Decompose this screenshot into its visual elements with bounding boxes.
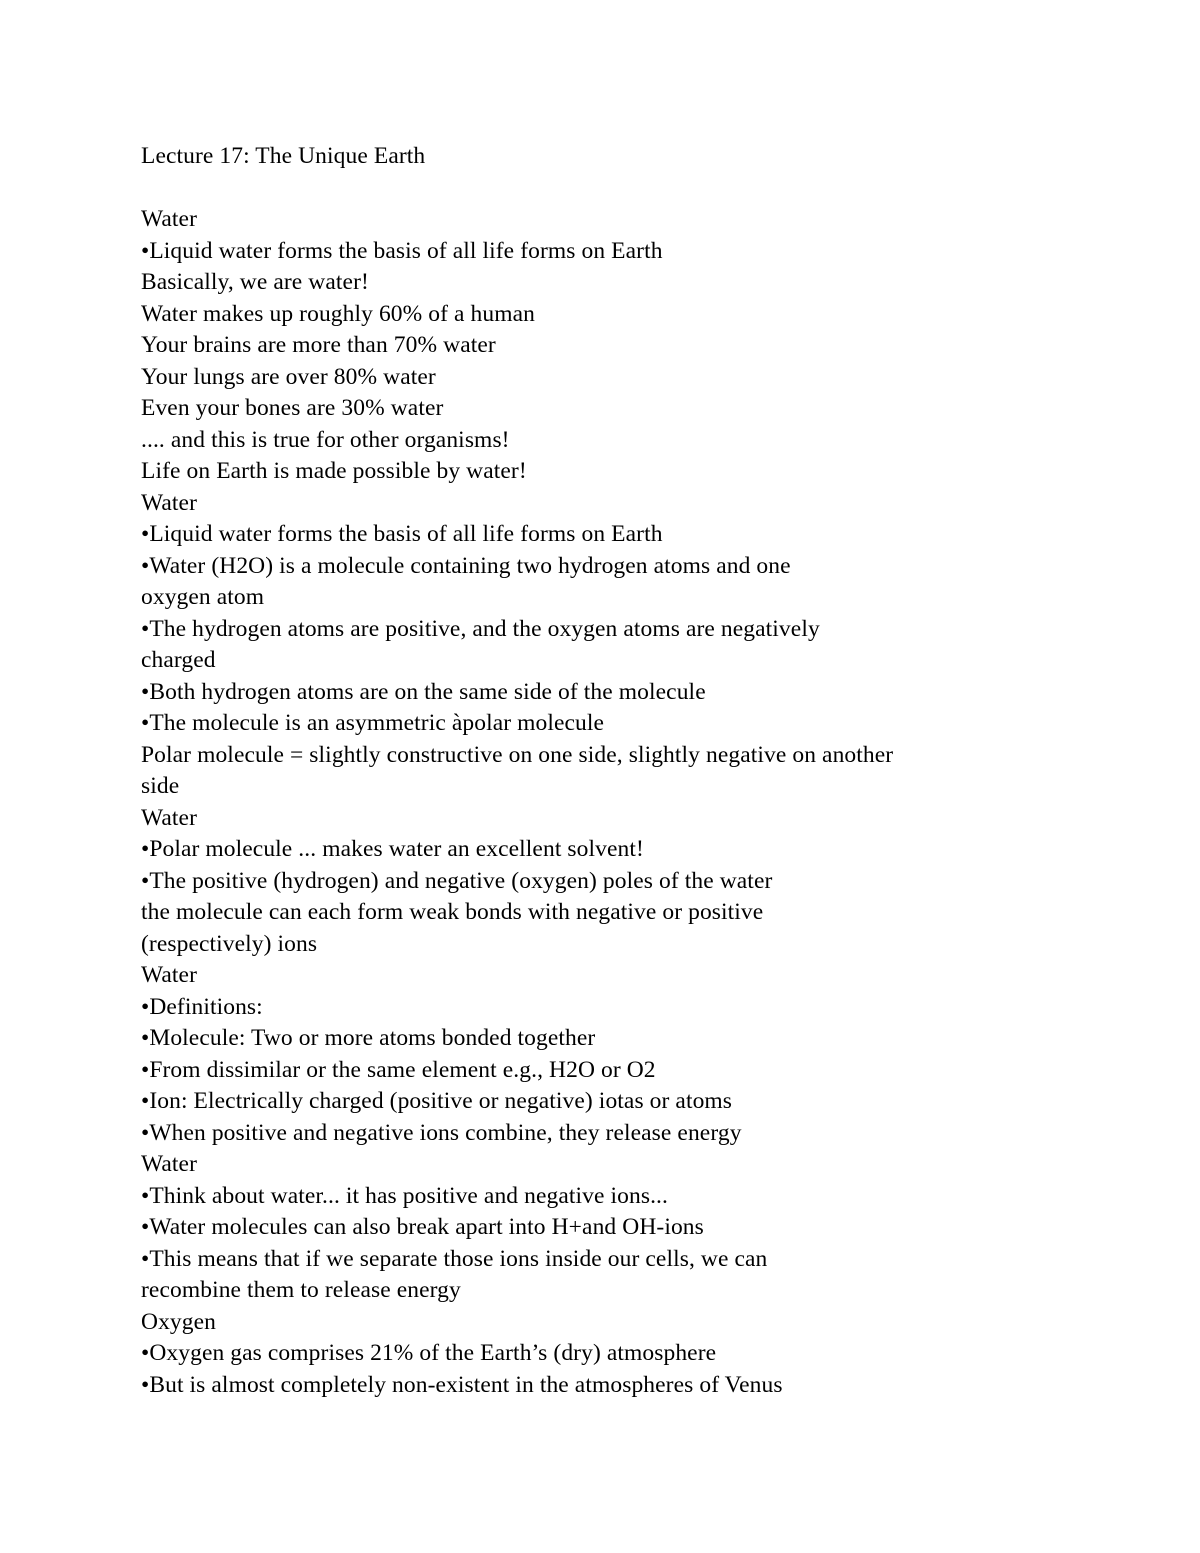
text-line: (respectively) ions (141, 930, 318, 957)
text-line: Water (141, 804, 198, 831)
text-line: •Liquid water forms the basis of all life forms on Earth (141, 237, 663, 264)
text-line: •But is almost completely non-existent in the atmospheres of Venus (141, 1371, 783, 1398)
text-line: •From dissimilar or the same element e.g., H2O or O2 (141, 1056, 656, 1083)
blank-line (141, 173, 1141, 205)
text-line: •Ion: Electrically charged (positive or negative) iotas or atoms (141, 1088, 733, 1114)
text-line: •Oxygen gas comprises 21% of the Earth’s (dry) atmosphere (141, 1340, 717, 1366)
text-line: •The positive (hydrogen) and negative (oxygen) poles of the water (141, 867, 773, 894)
text-line: Oxygen (141, 1308, 217, 1335)
document-lines (141, 204, 1141, 1401)
text-line: •Both hydrogen atoms are on the same side of the molecule (141, 678, 706, 705)
text-line: side (141, 773, 180, 799)
text-line: •When positive and negative ions combine, they release energy (141, 1119, 742, 1146)
text-line: Polar molecule = slightly constructive on one side, slightly negative on another (141, 741, 894, 768)
text-line: Basically, we are water! (141, 269, 369, 295)
text-line: .... and this is true for other organisms! (141, 426, 510, 453)
text-line: oxygen atom (141, 584, 265, 610)
text-line: •Water (H2O) is a molecule containing two hydrogen atoms and one (141, 552, 791, 579)
text-line: •Definitions: (141, 993, 263, 1020)
text-line: Your lungs are over 80% water (141, 363, 436, 390)
text-line: Water makes up roughly 60% of a human (141, 300, 536, 327)
text-line: •Think about water... it has positive and negative ions... (141, 1182, 669, 1209)
text-line: Water (141, 962, 198, 988)
text-line: recombine them to release energy (141, 1277, 461, 1303)
text-line: Even your bones are 30% water (141, 395, 444, 421)
text-line: Life on Earth is made possible by water! (141, 458, 527, 484)
document-title: Lecture 17: The Unique Earth (141, 143, 426, 169)
text-line: •Molecule: Two or more atoms bonded together (141, 1025, 596, 1051)
text-line: Water (141, 1151, 198, 1177)
document-body (141, 141, 1141, 1401)
text-line: •Liquid water forms the basis of all life forms on Earth (141, 521, 663, 547)
text-line: Your brains are more than 70% water (141, 332, 496, 358)
text-line: the molecule can each form weak bonds with negative or positive (141, 899, 764, 925)
text-line: •Water molecules can also break apart into H+and OH-ions (141, 1214, 704, 1240)
text-line: •The molecule is an asymmetric àpolar molecule (141, 710, 605, 736)
text-line: Water (141, 206, 198, 232)
text-line: •This means that if we separate those ions inside our cells, we can (141, 1245, 768, 1272)
text-line: •Polar molecule ... makes water an excellent solvent! (141, 836, 644, 862)
text-line: Water (141, 489, 198, 516)
text-line: charged (141, 647, 216, 673)
text-line: •The hydrogen atoms are positive, and the oxygen atoms are negatively (141, 615, 820, 642)
